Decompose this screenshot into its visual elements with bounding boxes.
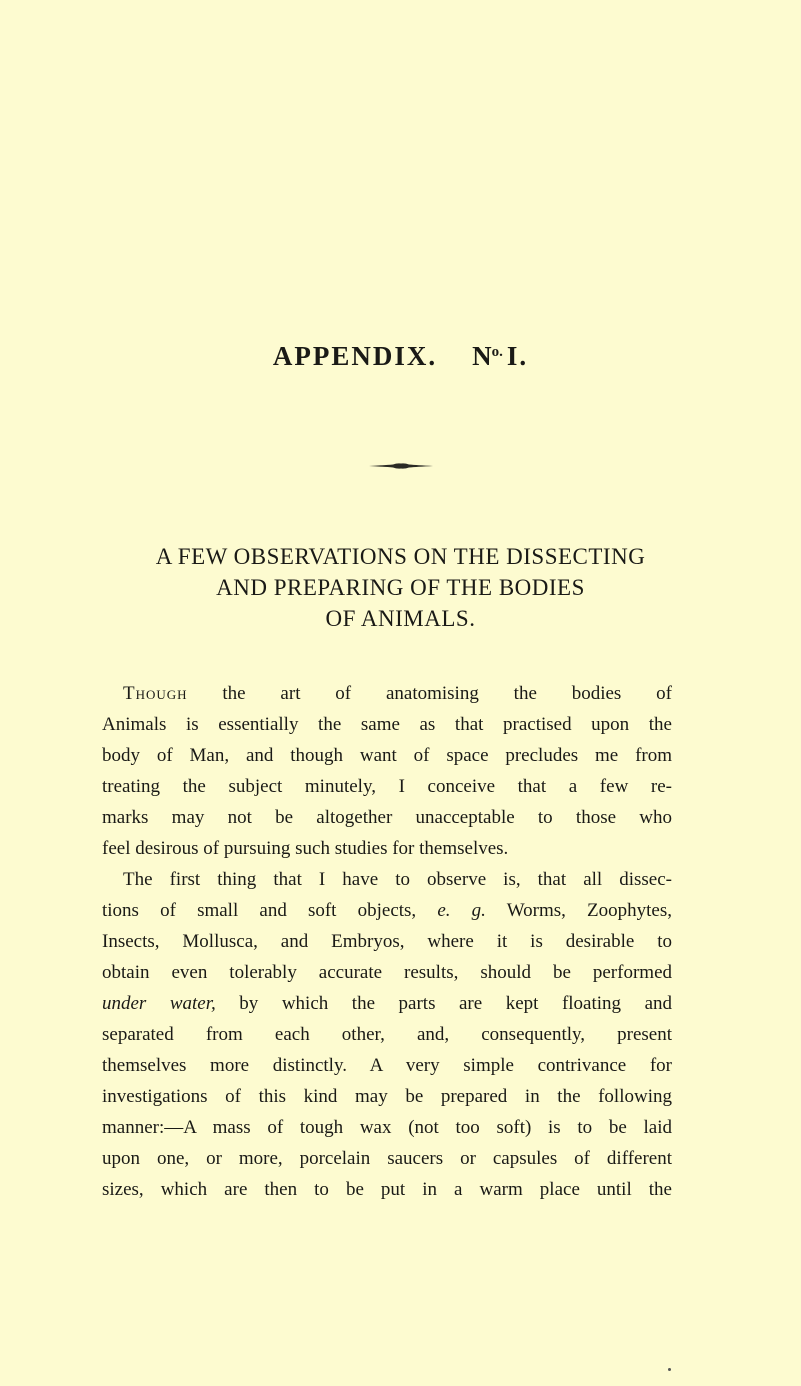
appendix-number-sup: o.: [491, 344, 503, 360]
body-line: under water, by which the parts are kept floating and: [102, 993, 672, 1014]
body-line: body of Man, and though want of space precludes me from: [102, 745, 672, 766]
body-line: manner:—A mass of tough wax (not too soft) is to be laid: [102, 1117, 672, 1138]
title-line: A FEW OBSERVATIONS ON THE DISSECTING: [155, 544, 646, 568]
body-line: separated from each other, and, consequently, present: [102, 1024, 672, 1045]
body-line: Insects, Mollusca, and Embryos, where it is desirable to: [102, 931, 672, 952]
body-line: Though the art of anatomising the bodies of: [123, 683, 672, 704]
title-line: AND PREPARING OF THE BODIES: [216, 575, 585, 599]
body-line: sizes, which are then to be put in a warm place until the: [102, 1179, 672, 1200]
body-line: feel desirous of pursuing such studies for themselves.: [102, 838, 509, 859]
print-speck: [668, 1368, 671, 1371]
body-text: [102, 678, 672, 1205]
body-line: Animals is essentially the same as that practised upon the: [102, 714, 672, 735]
appendix-heading: [0, 341, 801, 372]
appendix-label: APPENDIX.: [272, 341, 438, 371]
appendix-number-prefix: N: [472, 341, 494, 371]
italic-phrase: under water,: [102, 993, 216, 1014]
body-line: treating the subject minutely, I conceive that a few re-: [102, 776, 672, 797]
italic-abbreviation: e. g.: [437, 900, 486, 921]
rule-ornament-icon: [369, 462, 433, 470]
body-line: tions of small and soft objects, e. g. Worms, Zoophytes,: [102, 900, 672, 921]
body-line: investigations of this kind may be prepared in the following: [102, 1086, 672, 1107]
body-line: themselves more distinctly. A very simple contrivance for: [102, 1055, 672, 1076]
body-line: The first thing that I have to observe is, that all dissec-: [123, 869, 672, 890]
section-title: [0, 537, 801, 630]
opening-word: Though: [123, 683, 188, 704]
title-line: OF ANIMALS.: [325, 606, 476, 630]
body-line: obtain even tolerably accurate results, should be performed: [102, 962, 672, 983]
body-line: marks may not be altogether unacceptable to those who: [102, 807, 672, 828]
appendix-number: I.: [506, 341, 529, 371]
body-line: upon one, or more, porcelain saucers or capsules of different: [102, 1148, 672, 1169]
